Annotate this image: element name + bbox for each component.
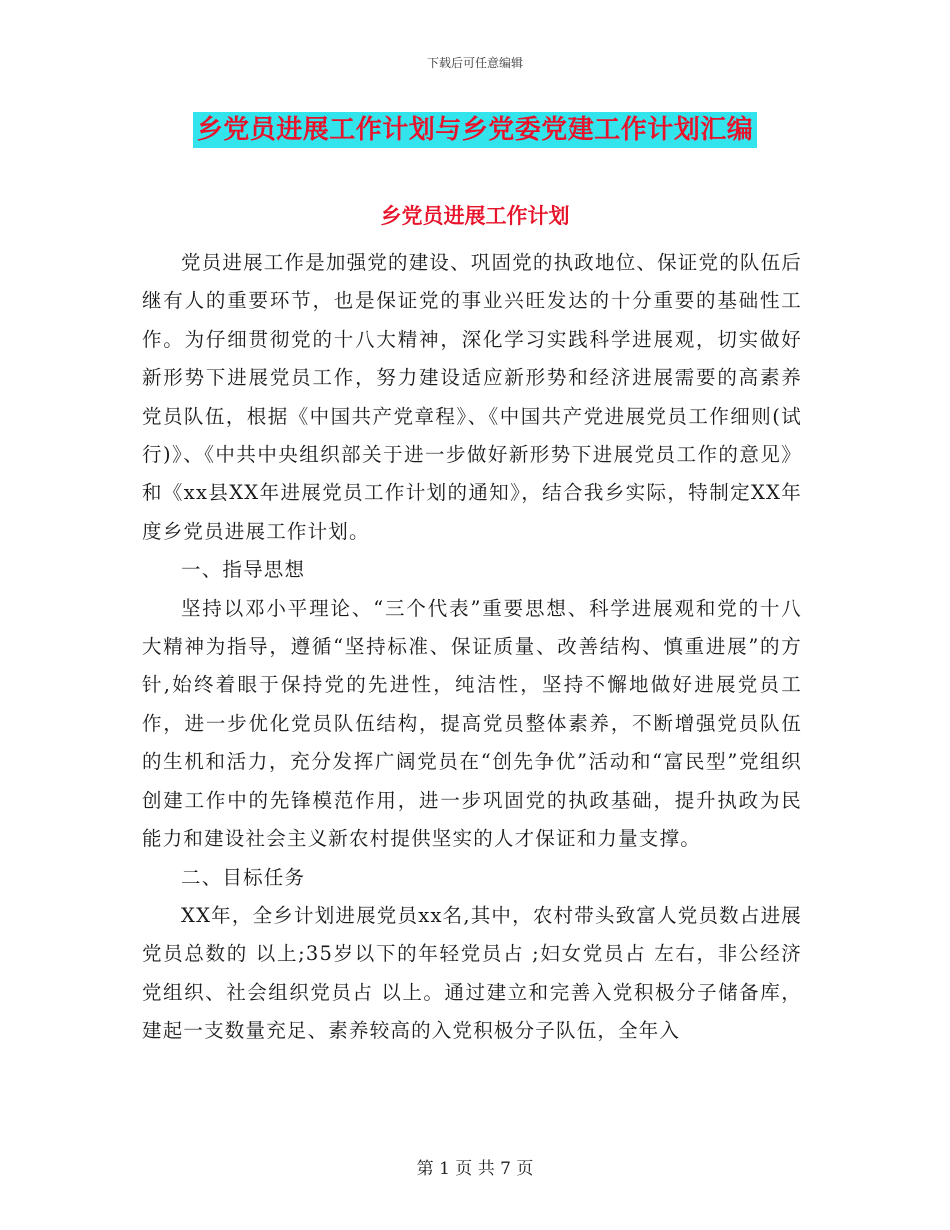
page-header-note: 下载后可任意编辑 <box>426 56 523 70</box>
heading-guiding-ideology: 一、指导思想 <box>181 558 306 582</box>
heading-objectives: 二、目标任务 <box>181 865 306 889</box>
document-title-text: 乡党员进展工作计划与乡党委党建工作计划汇编 <box>193 112 758 148</box>
guiding-ideology-paragraph: 坚持以邓小平理论、“三个代表”重要思想、科学进展观和党的十八大精神为指导，遵循“坚持标准、保证质量、改善结构、慎重进展”的方针,始终着眼于保持党的先进性，纯洁性，坚持不懈地做好进展党员工作，进一步优化党员队伍结构，提高党员整体素养，不断增强党员队伍的生机和活力，充分发挥广阔党员在“创先争优”活动和“富民型”党组织创建工作中的先锋模范作用，进一步巩固党的执政基础，提升执政为民能力和建设社会主义新农村提供坚实的人才保证和力量支撑。 <box>142 596 802 851</box>
objectives-paragraph: XX年，全乡计划进展党员xx名,其中，农村带头致富人党员数占进展党员总数的 以上;35岁以下的年轻党员占 ;妇女党员占 左右，非公经济党组织、社会组织党员占 以上。通过建立和完善入党积极分子储备库，建起一支数量充足、素养较高的入党积极分子队伍，全年入 <box>142 903 802 1043</box>
document-title <box>0 112 950 148</box>
intro-paragraph: 党员进展工作是加强党的建设、巩固党的执政地位、保证党的队伍后继有人的重要环节，也是保证党的事业兴旺发达的十分重要的基础性工作。为仔细贯彻党的十八大精神，深化学习实践科学进展观，切实做好新形势下进展党员工作，努力建设适应新形势和经济进展需要的高素养党员队伍，根据《中国共产党章程》、《中国共产党进展党员工作细则(试行)》、《中共中央组织部关于进一步做好新形势下进展党员工作的意见》和《xx县XX年进展党员工作计划的通知》，结合我乡实际，特制定XX年度乡党员进展工作计划。 <box>142 251 803 543</box>
section-title: 乡党员进展工作计划 <box>380 204 570 228</box>
page-number-footer: 第 1 页 共 7 页 <box>416 1159 534 1179</box>
document-body <box>142 244 802 1051</box>
